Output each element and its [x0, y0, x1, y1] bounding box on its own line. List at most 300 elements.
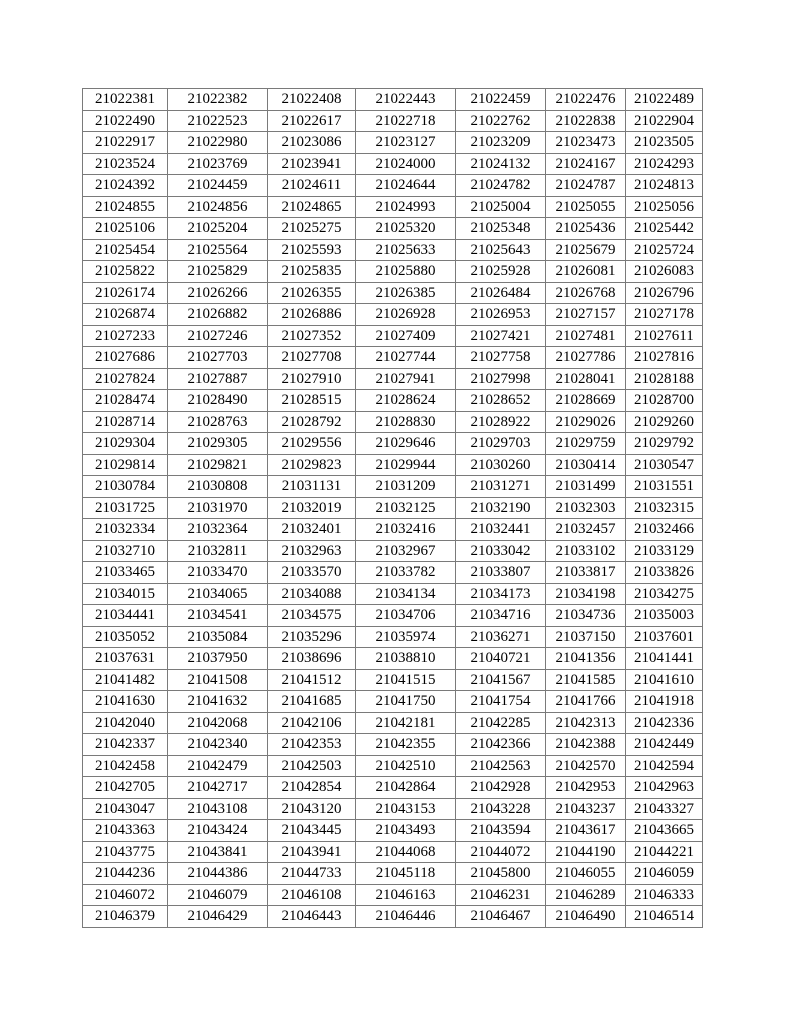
table-cell: 21030808	[168, 476, 268, 498]
table-cell: 21023209	[456, 132, 546, 154]
table-cell: 21038696	[268, 648, 356, 670]
table-cell: 21029260	[626, 411, 703, 433]
table-cell: 21042953	[546, 777, 626, 799]
table-cell: 21042106	[268, 712, 356, 734]
table-cell: 21027686	[83, 347, 168, 369]
table-cell: 21028041	[546, 368, 626, 390]
table-cell: 21033470	[168, 562, 268, 584]
table-cell: 21023524	[83, 153, 168, 175]
table-cell: 21028830	[356, 411, 456, 433]
table-cell: 21025106	[83, 218, 168, 240]
table-cell: 21025454	[83, 239, 168, 261]
table-cell: 21042366	[456, 734, 546, 756]
table-cell: 21032963	[268, 540, 356, 562]
table-cell: 21027421	[456, 325, 546, 347]
table-row	[83, 454, 703, 476]
table-cell: 21036271	[456, 626, 546, 648]
table-cell: 21027246	[168, 325, 268, 347]
table-cell: 21032401	[268, 519, 356, 541]
table-cell: 21025643	[456, 239, 546, 261]
table-cell: 21022459	[456, 89, 546, 111]
table-cell: 21030414	[546, 454, 626, 476]
table-cell: 21042854	[268, 777, 356, 799]
table-cell: 21025055	[546, 196, 626, 218]
table-cell: 21032019	[268, 497, 356, 519]
table-cell: 21032416	[356, 519, 456, 541]
table-cell: 21027998	[456, 368, 546, 390]
table-cell: 21028652	[456, 390, 546, 412]
id-number-table-body	[83, 89, 703, 928]
table-cell: 21044190	[546, 841, 626, 863]
table-cell: 21022718	[356, 110, 456, 132]
table-cell: 21042340	[168, 734, 268, 756]
table-cell: 21034736	[546, 605, 626, 627]
table-row	[83, 863, 703, 885]
table-cell: 21026355	[268, 282, 356, 304]
table-cell: 21023473	[546, 132, 626, 154]
table-cell: 21025436	[546, 218, 626, 240]
table-cell: 21025928	[456, 261, 546, 283]
table-cell: 21042717	[168, 777, 268, 799]
table-cell: 21043108	[168, 798, 268, 820]
table-cell: 21029556	[268, 433, 356, 455]
table-cell: 21033102	[546, 540, 626, 562]
table-cell: 21024132	[456, 153, 546, 175]
table-cell: 21031131	[268, 476, 356, 498]
table-cell: 21028700	[626, 390, 703, 412]
table-cell: 21028624	[356, 390, 456, 412]
table-row	[83, 304, 703, 326]
table-row	[83, 368, 703, 390]
table-cell: 21032441	[456, 519, 546, 541]
table-cell: 21043617	[546, 820, 626, 842]
table-cell: 21026266	[168, 282, 268, 304]
table-cell: 21022382	[168, 89, 268, 111]
table-cell: 21044221	[626, 841, 703, 863]
table-cell: 21022489	[626, 89, 703, 111]
table-row	[83, 691, 703, 713]
table-cell: 21022917	[83, 132, 168, 154]
table-cell: 21034575	[268, 605, 356, 627]
table-cell: 21032364	[168, 519, 268, 541]
table-cell: 21028763	[168, 411, 268, 433]
table-cell: 21042040	[83, 712, 168, 734]
table-cell: 21027481	[546, 325, 626, 347]
table-cell: 21027910	[268, 368, 356, 390]
table-cell: 21022617	[268, 110, 356, 132]
table-row	[83, 411, 703, 433]
table-row	[83, 132, 703, 154]
table-cell: 21046333	[626, 884, 703, 906]
table-cell: 21041918	[626, 691, 703, 713]
table-cell: 21042963	[626, 777, 703, 799]
table-cell: 21023769	[168, 153, 268, 175]
table-cell: 21043445	[268, 820, 356, 842]
table-cell: 21033782	[356, 562, 456, 584]
table-cell: 21027941	[356, 368, 456, 390]
table-cell: 21027352	[268, 325, 356, 347]
table-cell: 21046072	[83, 884, 168, 906]
table-row	[83, 734, 703, 756]
table-cell: 21046446	[356, 906, 456, 928]
table-cell: 21031551	[626, 476, 703, 498]
table-cell: 21025633	[356, 239, 456, 261]
table-cell: 21024855	[83, 196, 168, 218]
table-cell: 21027708	[268, 347, 356, 369]
table-cell: 21041508	[168, 669, 268, 691]
table-cell: 21029304	[83, 433, 168, 455]
table-cell: 21028922	[456, 411, 546, 433]
table-cell: 21035052	[83, 626, 168, 648]
table-cell: 21025056	[626, 196, 703, 218]
table-cell: 21041441	[626, 648, 703, 670]
table-cell: 21030260	[456, 454, 546, 476]
table-cell: 21041766	[546, 691, 626, 713]
table-cell: 21042355	[356, 734, 456, 756]
table-cell: 21046163	[356, 884, 456, 906]
table-cell: 21044072	[456, 841, 546, 863]
table-cell: 21034198	[546, 583, 626, 605]
table-row	[83, 906, 703, 928]
table-cell: 21042285	[456, 712, 546, 734]
table-cell: 21032967	[356, 540, 456, 562]
table-cell: 21033129	[626, 540, 703, 562]
table-row	[83, 347, 703, 369]
table-cell: 21027816	[626, 347, 703, 369]
table-cell: 21033570	[268, 562, 356, 584]
table-cell: 21042458	[83, 755, 168, 777]
table-row	[83, 605, 703, 627]
table-cell: 21044068	[356, 841, 456, 863]
table-cell: 21042068	[168, 712, 268, 734]
table-row	[83, 712, 703, 734]
table-cell: 21024644	[356, 175, 456, 197]
table-cell: 21044236	[83, 863, 168, 885]
table-cell: 21042449	[626, 734, 703, 756]
table-cell: 21023086	[268, 132, 356, 154]
table-cell: 21042336	[626, 712, 703, 734]
table-cell: 21022408	[268, 89, 356, 111]
table-cell: 21033807	[456, 562, 546, 584]
table-cell: 21045118	[356, 863, 456, 885]
table-cell: 21040721	[456, 648, 546, 670]
table-cell: 21022980	[168, 132, 268, 154]
table-cell: 21024856	[168, 196, 268, 218]
table-cell: 21026385	[356, 282, 456, 304]
table-cell: 21031970	[168, 497, 268, 519]
table-cell: 21022381	[83, 89, 168, 111]
table-cell: 21034716	[456, 605, 546, 627]
table-row	[83, 175, 703, 197]
table-cell: 21042181	[356, 712, 456, 734]
table-cell: 21023505	[626, 132, 703, 154]
table-cell: 21025442	[626, 218, 703, 240]
table-cell: 21041632	[168, 691, 268, 713]
table-row	[83, 110, 703, 132]
table-cell: 21029823	[268, 454, 356, 476]
table-cell: 21027824	[83, 368, 168, 390]
table-cell: 21029814	[83, 454, 168, 476]
table-cell: 21043775	[83, 841, 168, 863]
table-cell: 21043493	[356, 820, 456, 842]
table-cell: 21024293	[626, 153, 703, 175]
table-cell: 21037631	[83, 648, 168, 670]
table-cell: 21033826	[626, 562, 703, 584]
table-cell: 21028669	[546, 390, 626, 412]
table-cell: 21026484	[456, 282, 546, 304]
table-cell: 21026174	[83, 282, 168, 304]
table-cell: 21022762	[456, 110, 546, 132]
table-row	[83, 497, 703, 519]
table-cell: 21046443	[268, 906, 356, 928]
table-row	[83, 476, 703, 498]
table-cell: 21023941	[268, 153, 356, 175]
table-cell: 21026768	[546, 282, 626, 304]
table-cell: 21025275	[268, 218, 356, 240]
table-cell: 21046514	[626, 906, 703, 928]
table-cell: 21027786	[546, 347, 626, 369]
table-cell: 21026796	[626, 282, 703, 304]
table-cell: 21026886	[268, 304, 356, 326]
table-cell: 21028490	[168, 390, 268, 412]
table-cell: 21024993	[356, 196, 456, 218]
table-cell: 21042705	[83, 777, 168, 799]
table-row	[83, 626, 703, 648]
table-cell: 21042594	[626, 755, 703, 777]
table-cell: 21046429	[168, 906, 268, 928]
table-cell: 21041585	[546, 669, 626, 691]
table-cell: 21023127	[356, 132, 456, 154]
table-cell: 21029944	[356, 454, 456, 476]
table-row	[83, 820, 703, 842]
table-row	[83, 884, 703, 906]
table-cell: 21029821	[168, 454, 268, 476]
table-cell: 21037150	[546, 626, 626, 648]
table-cell: 21028515	[268, 390, 356, 412]
table-cell: 21028188	[626, 368, 703, 390]
table-cell: 21026874	[83, 304, 168, 326]
table-cell: 21034441	[83, 605, 168, 627]
table-cell: 21038810	[356, 648, 456, 670]
table-row	[83, 196, 703, 218]
table-cell: 21027409	[356, 325, 456, 347]
table-cell: 21041356	[546, 648, 626, 670]
table-row	[83, 153, 703, 175]
table-row	[83, 562, 703, 584]
table-cell: 21027703	[168, 347, 268, 369]
table-cell: 21046379	[83, 906, 168, 928]
table-cell: 21022838	[546, 110, 626, 132]
table-cell: 21043841	[168, 841, 268, 863]
table-cell: 21032315	[626, 497, 703, 519]
table-cell: 21042503	[268, 755, 356, 777]
table-cell: 21032457	[546, 519, 626, 541]
table-cell: 21042479	[168, 755, 268, 777]
table-cell: 21043363	[83, 820, 168, 842]
table-cell: 21042570	[546, 755, 626, 777]
table-cell: 21029026	[546, 411, 626, 433]
table-cell: 21034088	[268, 583, 356, 605]
table-cell: 21026081	[546, 261, 626, 283]
table-cell: 21034015	[83, 583, 168, 605]
table-cell: 21045800	[456, 863, 546, 885]
table-row	[83, 519, 703, 541]
table-cell: 21041567	[456, 669, 546, 691]
table-cell: 21027157	[546, 304, 626, 326]
table-cell: 21025593	[268, 239, 356, 261]
table-cell: 21042928	[456, 777, 546, 799]
table-cell: 21025320	[356, 218, 456, 240]
table-cell: 21042510	[356, 755, 456, 777]
table-cell: 21041610	[626, 669, 703, 691]
table-cell: 21042864	[356, 777, 456, 799]
table-cell: 21029703	[456, 433, 546, 455]
table-row	[83, 433, 703, 455]
table-cell: 21022476	[546, 89, 626, 111]
table-cell: 21025880	[356, 261, 456, 283]
table-cell: 21028792	[268, 411, 356, 433]
table-cell: 21034173	[456, 583, 546, 605]
table-cell: 21032303	[546, 497, 626, 519]
table-cell: 21025348	[456, 218, 546, 240]
table-cell: 21042353	[268, 734, 356, 756]
table-cell: 21027744	[356, 347, 456, 369]
table-cell: 21044386	[168, 863, 268, 885]
table-cell: 21033465	[83, 562, 168, 584]
table-cell: 21037601	[626, 626, 703, 648]
id-number-table	[82, 88, 703, 928]
table-row	[83, 390, 703, 412]
table-cell: 21029646	[356, 433, 456, 455]
table-cell: 21043047	[83, 798, 168, 820]
table-cell: 21041754	[456, 691, 546, 713]
table-cell: 21035003	[626, 605, 703, 627]
table-cell: 21024611	[268, 175, 356, 197]
table-cell: 21027758	[456, 347, 546, 369]
table-cell: 21024787	[546, 175, 626, 197]
table-row	[83, 89, 703, 111]
table-cell: 21041750	[356, 691, 456, 713]
table-cell: 21041515	[356, 669, 456, 691]
table-cell: 21030784	[83, 476, 168, 498]
table-cell: 21032334	[83, 519, 168, 541]
table-cell: 21043424	[168, 820, 268, 842]
table-cell: 21046289	[546, 884, 626, 906]
table-cell: 21031499	[546, 476, 626, 498]
table-cell: 21042313	[546, 712, 626, 734]
table-cell: 21026083	[626, 261, 703, 283]
table-cell: 21034706	[356, 605, 456, 627]
table-cell: 21034275	[626, 583, 703, 605]
table-cell: 21026882	[168, 304, 268, 326]
table-cell: 21025822	[83, 261, 168, 283]
table-cell: 21025004	[456, 196, 546, 218]
table-cell: 21026953	[456, 304, 546, 326]
table-cell: 21046231	[456, 884, 546, 906]
table-cell: 21022490	[83, 110, 168, 132]
table-cell: 21024459	[168, 175, 268, 197]
table-cell: 21027178	[626, 304, 703, 326]
table-row	[83, 218, 703, 240]
table-cell: 21043665	[626, 820, 703, 842]
table-row	[83, 669, 703, 691]
table-row	[83, 648, 703, 670]
table-row	[83, 282, 703, 304]
table-cell: 21022443	[356, 89, 456, 111]
table-cell: 21033042	[456, 540, 546, 562]
table-cell: 21032190	[456, 497, 546, 519]
table-cell: 21022523	[168, 110, 268, 132]
table-cell: 21041512	[268, 669, 356, 691]
table-cell: 21046055	[546, 863, 626, 885]
table-cell: 21028474	[83, 390, 168, 412]
table-cell: 21043120	[268, 798, 356, 820]
table-cell: 21046108	[268, 884, 356, 906]
table-cell: 21032125	[356, 497, 456, 519]
table-cell: 21024813	[626, 175, 703, 197]
table-row	[83, 325, 703, 347]
table-cell: 21043594	[456, 820, 546, 842]
table-row	[83, 261, 703, 283]
table-cell: 21033817	[546, 562, 626, 584]
table-cell: 21034134	[356, 583, 456, 605]
table-cell: 21034065	[168, 583, 268, 605]
table-cell: 21041685	[268, 691, 356, 713]
table-cell: 21025829	[168, 261, 268, 283]
table-cell: 21043237	[546, 798, 626, 820]
table-cell: 21025679	[546, 239, 626, 261]
table-row	[83, 239, 703, 261]
table-cell: 21031725	[83, 497, 168, 519]
table-cell: 21024000	[356, 153, 456, 175]
table-cell: 21027611	[626, 325, 703, 347]
table-cell: 21024865	[268, 196, 356, 218]
table-cell: 21044733	[268, 863, 356, 885]
table-cell: 21026928	[356, 304, 456, 326]
table-cell: 21024392	[83, 175, 168, 197]
table-cell: 21041482	[83, 669, 168, 691]
table-cell: 21029759	[546, 433, 626, 455]
table-cell: 21025835	[268, 261, 356, 283]
table-cell: 21037950	[168, 648, 268, 670]
table-row	[83, 841, 703, 863]
table-cell: 21035296	[268, 626, 356, 648]
table-cell: 21027233	[83, 325, 168, 347]
table-cell: 21022904	[626, 110, 703, 132]
table-cell: 21043153	[356, 798, 456, 820]
table-cell: 21024782	[456, 175, 546, 197]
table-cell: 21046490	[546, 906, 626, 928]
table-cell: 21042388	[546, 734, 626, 756]
table-cell: 21029792	[626, 433, 703, 455]
table-cell: 21034541	[168, 605, 268, 627]
table-cell: 21024167	[546, 153, 626, 175]
table-cell: 21027887	[168, 368, 268, 390]
table-row	[83, 755, 703, 777]
table-cell: 21031209	[356, 476, 456, 498]
table-cell: 21029305	[168, 433, 268, 455]
table-cell: 21025724	[626, 239, 703, 261]
table-cell: 21046059	[626, 863, 703, 885]
table-row	[83, 540, 703, 562]
table-row	[83, 583, 703, 605]
table-cell: 21028714	[83, 411, 168, 433]
table-cell: 21031271	[456, 476, 546, 498]
table-row	[83, 777, 703, 799]
table-cell: 21042563	[456, 755, 546, 777]
table-cell: 21025204	[168, 218, 268, 240]
table-cell: 21046079	[168, 884, 268, 906]
